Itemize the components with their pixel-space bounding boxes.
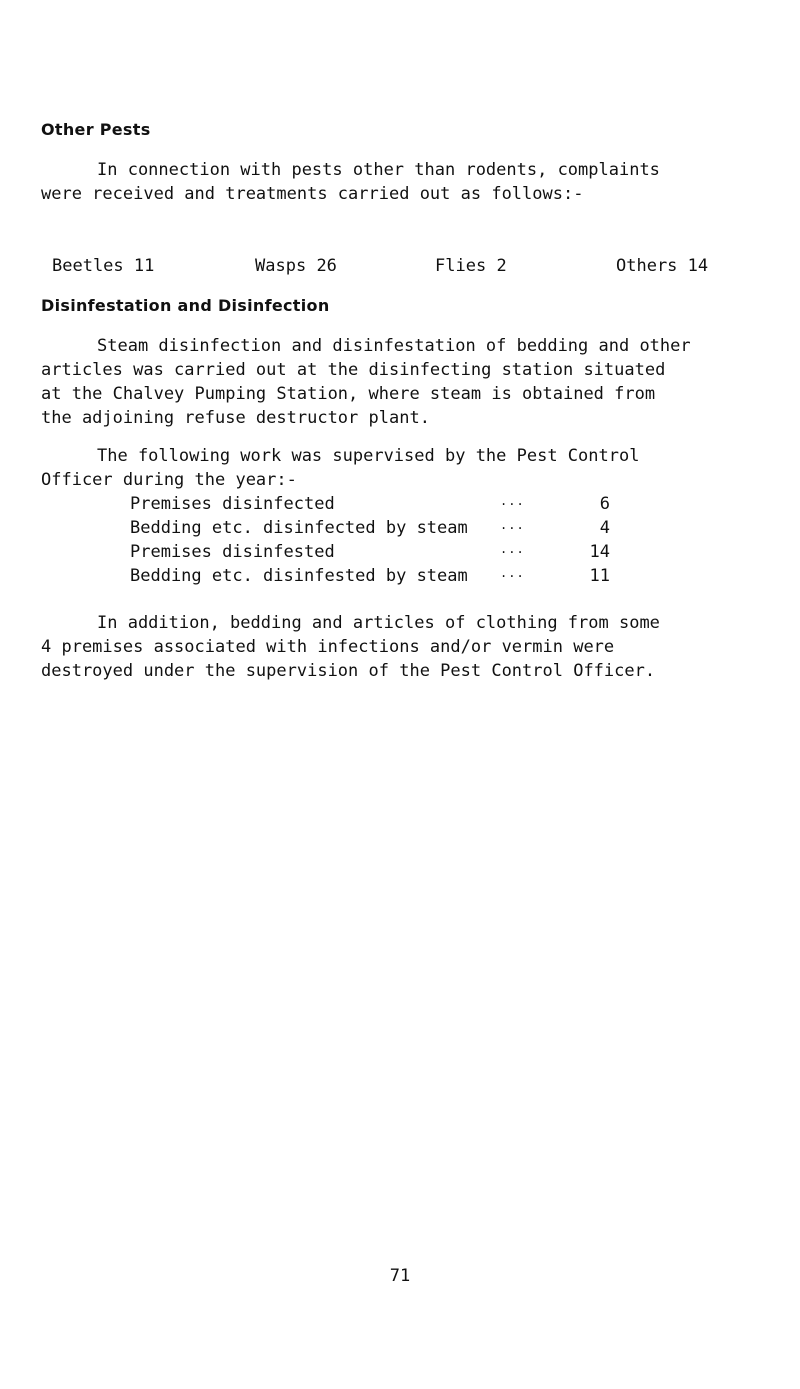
paragraph-other-pests: In connection with pests other than rodents, complaints were received and treatments carried out as follows:- [41, 160, 660, 204]
work-row [130, 516, 610, 540]
count-label: Wasps [255, 256, 307, 276]
count-others [616, 254, 708, 278]
work-value: 6 [599, 494, 610, 514]
count-value: 2 [496, 256, 507, 276]
work-value: 4 [599, 518, 610, 538]
count-label: Flies [435, 256, 487, 276]
paragraph-supervised-work: The following work was supervised by the Pest Control Officer during the year:- [41, 446, 640, 490]
work-row [130, 564, 610, 588]
work-value: 14 [589, 542, 610, 562]
count-label: Beetles [52, 256, 124, 276]
count-value: 11 [133, 256, 155, 276]
count-wasps [255, 254, 337, 278]
work-row [130, 540, 610, 564]
leader-dots: ... [500, 518, 525, 532]
work-label: Premises disinfested [130, 542, 335, 562]
work-value: 11 [589, 566, 610, 586]
work-label: Bedding etc. disinfested by steam [130, 566, 468, 586]
page-number: 71 [389, 1266, 411, 1286]
leader-dots: ... [500, 542, 525, 556]
work-label: Premises disinfected [130, 494, 335, 514]
pest-counts [41, 254, 741, 278]
paragraph-clothing-destroyed: In addition, bedding and articles of clothing from some 4 premises associated with infections and/or vermin were destroyed under the supervision of the Pest Control Officer. [41, 613, 660, 681]
heading-disinfestation: Disinfestation and Disinfection [41, 296, 330, 315]
work-row [130, 492, 610, 516]
leader-dots: ... [500, 566, 525, 580]
count-beetles [52, 254, 154, 278]
paragraph-steam-disinfection: Steam disinfection and disinfestation of bedding and other articles was carried out at the disinfecting station situated at the Chalvey Pumping Station, where steam is obtained from the adjoining refuse destructor plant. [41, 336, 691, 428]
work-label: Bedding etc. disinfected by steam [130, 518, 468, 538]
leader-dots: ... [500, 494, 525, 508]
count-value: 14 [687, 256, 709, 276]
count-label: Others [616, 256, 678, 276]
work-table [130, 492, 610, 588]
count-value: 26 [316, 256, 337, 276]
heading-other-pests: Other Pests [41, 120, 151, 139]
count-flies [435, 254, 507, 278]
